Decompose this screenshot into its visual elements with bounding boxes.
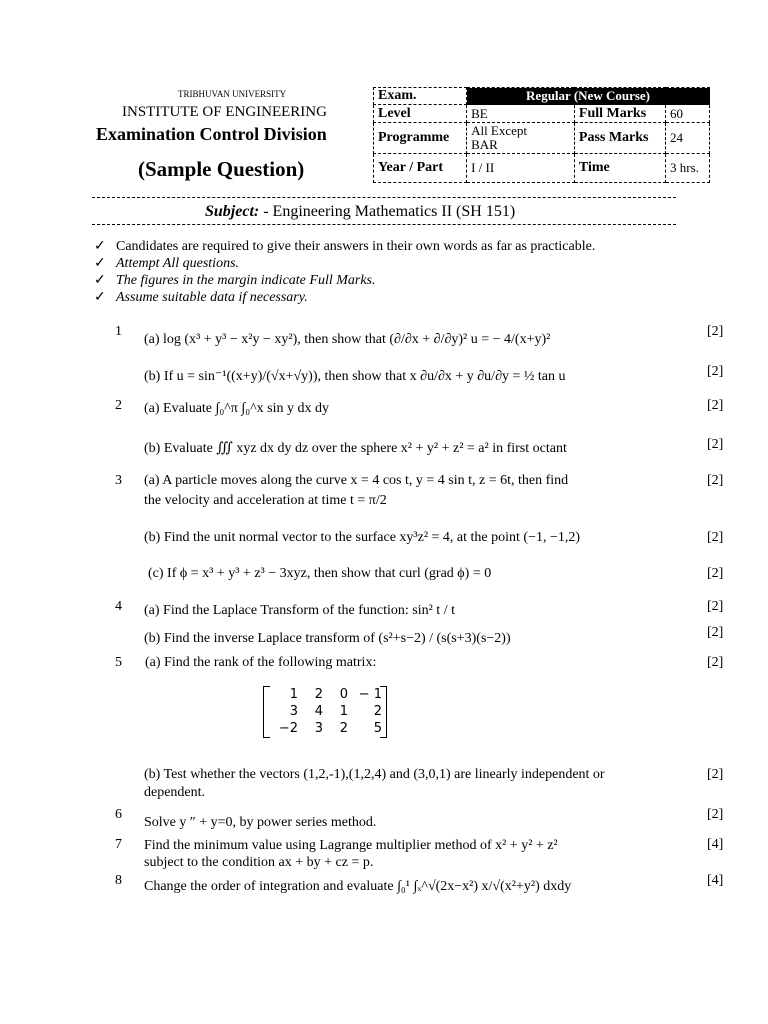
question-number: 3 [115, 473, 122, 488]
question-marks: [2] [707, 807, 724, 822]
question-text: (c) If ϕ = x³ + y³ + z³ − 3xyz, then show that curl (grad ϕ) = 0 [148, 566, 492, 581]
instruction-item [94, 255, 595, 272]
matrix-cell: 3 [289, 704, 298, 719]
question-text: (a) log (x³ + y³ − x²y − xy²), then show that (∂/∂x + ∂/∂y)² u = − 4/(x+y)² [144, 332, 551, 347]
matrix-cell: 5 [373, 721, 382, 736]
question-marks: [2] [707, 566, 724, 581]
question-number: 7 [115, 837, 122, 852]
exam-label: Exam. [374, 88, 467, 105]
rank-matrix [263, 686, 387, 738]
instructions-list [94, 238, 595, 306]
matrix-row [273, 704, 382, 719]
question-text: (a) Evaluate ∫₀^π ∫₀^x sin y dx dy [144, 401, 329, 416]
question-text: dependent. [144, 785, 206, 800]
question-number: 5 [115, 655, 122, 670]
instruction-text: Assume suitable data if necessary. [116, 290, 308, 305]
instruction-text: Candidates are required to give their answers in their own words as far as practicable. [116, 239, 596, 254]
programme-value: All Except BAR [471, 123, 528, 152]
question-text: (a) Find the Laplace Transform of the function: sin² t / t [144, 603, 455, 618]
instruction-item [94, 272, 595, 289]
matrix-cell: 3 [314, 721, 323, 736]
programme-label: Programme [374, 123, 467, 154]
question-number: 6 [115, 807, 122, 822]
question-marks: [2] [707, 437, 724, 452]
question-marks: [4] [707, 873, 724, 888]
question-text: (a) A particle moves along the curve x = 4 cos t, y = 4 sin t, z = 6t, then find [144, 473, 569, 488]
question-text: (b) Find the unit normal vector to the surface xy³z² = 4, at the point (−1, −1,2) [144, 530, 581, 545]
question-text: subject to the condition ax + by + cz = p. [144, 855, 374, 870]
question-marks: [2] [707, 625, 724, 640]
question-number: 8 [115, 873, 122, 888]
question-text: (a) Find the rank of the following matrix: [145, 655, 377, 670]
time-value: 3 hrs. [666, 154, 710, 183]
sample-question-title: (Sample Question) [138, 157, 305, 181]
matrix-cell: −2 [278, 721, 298, 736]
full-marks-value: 60 [666, 105, 710, 123]
question-number: 1 [115, 324, 122, 339]
divider-top [92, 197, 676, 198]
question-text: Find the minimum value using Lagrange multiplier method of x² + y² + z² [144, 838, 558, 853]
university-name: TRIBHUVAN UNIVERSITY [178, 89, 287, 99]
year-part-value: I / II [467, 154, 575, 183]
question-marks: [2] [707, 767, 724, 782]
institute-name: INSTITUTE OF ENGINEERING [122, 104, 327, 120]
check-icon: ✓ [94, 273, 106, 288]
question-text: (b) Test whether the vectors (1,2,-1),(1,2,4) and (3,0,1) are linearly independent or [144, 767, 605, 782]
matrix-row [273, 687, 382, 702]
matrix-cell: 0 [339, 687, 348, 702]
year-part-label: Year / Part [374, 154, 467, 183]
instruction-text: Attempt All questions. [116, 256, 240, 271]
question-text: (b) Evaluate ∭ xyz dx dy dz over the sphere x² + y² + z² = a² in first octant [144, 441, 567, 456]
full-marks-label: Full Marks [574, 105, 665, 123]
instruction-text: The figures in the margin indicate Full Marks. [116, 273, 376, 288]
matrix-cell: 2 [339, 721, 348, 736]
question-marks: [2] [707, 530, 724, 545]
matrix-cell: 2 [373, 704, 382, 719]
question-number: 2 [115, 398, 122, 413]
question-text: Change the order of integration and evaluate ∫₀¹ ∫ₓ^√(2x−x²) x/√(x²+y²) dxdy [144, 879, 572, 894]
matrix-cell: 1 [339, 704, 348, 719]
subject-value: - Engineering Mathematics II (SH 151) [259, 203, 516, 220]
matrix-row [273, 721, 382, 736]
division-name: Examination Control Division [96, 124, 327, 144]
matrix-left-bracket [263, 686, 270, 738]
divider-bottom [92, 224, 676, 225]
question-marks: [2] [707, 364, 724, 379]
matrix-cell: 2 [314, 687, 323, 702]
pass-marks-value: 24 [666, 123, 710, 154]
question-marks: [2] [707, 599, 724, 614]
check-icon: ✓ [94, 239, 106, 254]
subject-label: Subject: [205, 203, 260, 220]
question-marks: [2] [707, 324, 724, 339]
instruction-item [94, 289, 595, 306]
question-text: Solve y ″ + y=0, by power series method. [144, 815, 377, 830]
time-label: Time [574, 154, 665, 183]
question-text: (b) Find the inverse Laplace transform of (s²+s−2) / (s(s+3)(s−2)) [144, 631, 511, 646]
level-value: BE [467, 105, 575, 123]
check-icon: ✓ [94, 290, 106, 305]
question-marks: [4] [707, 837, 724, 852]
programme-cell [467, 123, 575, 154]
level-label: Level [374, 105, 467, 123]
matrix-cell: − 1 [358, 687, 382, 702]
pass-marks-label: Pass Marks [574, 123, 665, 154]
check-icon: ✓ [94, 256, 106, 271]
instruction-item [94, 238, 595, 255]
question-marks: [2] [707, 398, 724, 413]
matrix-cell: 1 [289, 687, 298, 702]
question-marks: [2] [707, 655, 724, 670]
question-marks: [2] [707, 473, 724, 488]
question-text: the velocity and acceleration at time t = π/2 [144, 493, 387, 508]
matrix-cell: 4 [314, 704, 323, 719]
exam-value: Regular (New Course) [467, 88, 710, 105]
question-number: 4 [115, 599, 122, 614]
question-text: (b) If u = sin⁻¹((x+y)/(√x+√y)), then show that x ∂u/∂x + y ∂u/∂y = ½ tan u [144, 369, 566, 384]
exam-info-table [373, 87, 710, 183]
subject-line [205, 203, 515, 221]
